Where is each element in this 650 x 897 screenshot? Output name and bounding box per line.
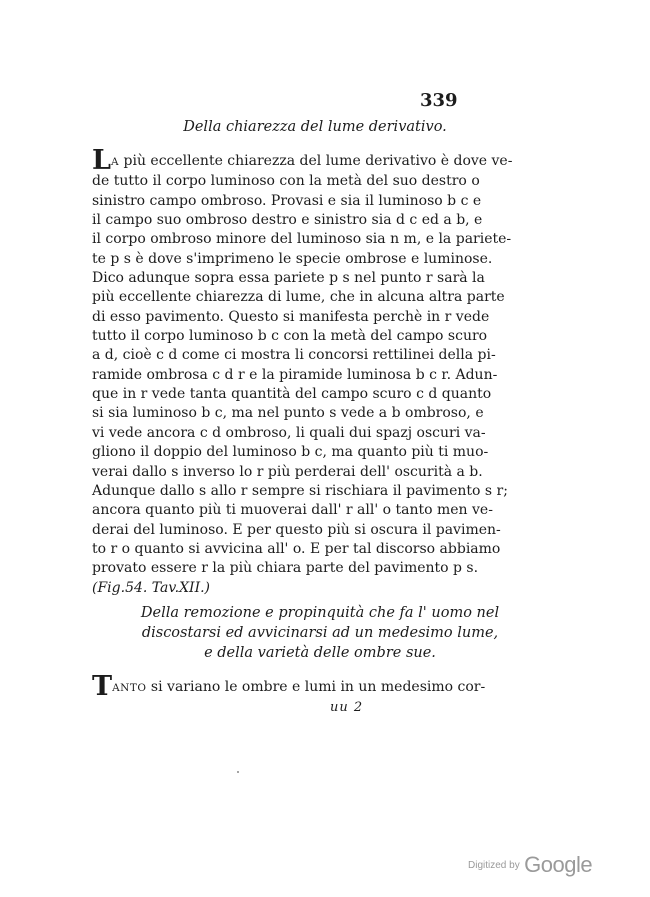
text-line bbox=[92, 145, 513, 176]
page-speck bbox=[237, 771, 239, 773]
text-line: ancora quanto più ti muoverai dall' r all' o tanto men ve- bbox=[92, 502, 493, 519]
body-paragraph-1 bbox=[92, 145, 513, 598]
text-line: Dico adunque sopra essa pariete p s nel punto r sarà la bbox=[92, 270, 485, 287]
text-line bbox=[92, 671, 486, 702]
small-cap: A bbox=[110, 156, 120, 168]
text-line: ramide ombrosa c d r e la piramide luminosa b c r. Adun- bbox=[92, 366, 498, 383]
text-line: il campo suo ombroso destro e sinistro sia d c ed a b, e bbox=[92, 212, 483, 229]
catchword: uu 2 bbox=[330, 700, 364, 715]
text-line: de tutto il corpo luminoso con la metà del suo destro o bbox=[92, 173, 480, 190]
small-cap: ANTO bbox=[112, 682, 147, 694]
digitized-watermark bbox=[468, 852, 592, 878]
text-line: gliono il doppio del luminoso b c, ma quanto più ti muo- bbox=[92, 444, 489, 461]
text-line: tutto il corpo luminoso b c con la metà del campo scuro bbox=[92, 328, 488, 345]
text-line: vi vede ancora c d ombroso, li quali dui spazj oscuri va- bbox=[92, 424, 486, 441]
text-line: verai dallo s inverso lo r più perderai dell' oscurità a b. bbox=[92, 463, 483, 480]
text-line: si sia luminoso b c, ma nel punto s vede a b ombroso, e bbox=[92, 405, 484, 422]
text-line: più eccellente chiarezza di lume, che in alcuna altra parte bbox=[92, 289, 505, 306]
text-line: derai del luminoso. E per questo più si oscura il pavimen- bbox=[92, 521, 501, 538]
section-heading-2 bbox=[40, 603, 600, 663]
text-line: to r o quanto si avvicina all' o. E per tal discorso abbiamo bbox=[92, 540, 501, 557]
section-title: Della chiarezza del lume derivativo. bbox=[183, 119, 447, 135]
text-line: il corpo ombroso minore del luminoso sia n m, e la pariete- bbox=[92, 231, 512, 248]
heading-line: e della varietà delle ombre sue. bbox=[204, 645, 436, 661]
drop-cap: L bbox=[92, 145, 111, 176]
figure-reference: (Fig.54. Tav.XII.) bbox=[92, 579, 211, 596]
text-line: te p s è dove s'imprimeno le specie ombrose e luminose. bbox=[92, 250, 493, 267]
heading-line: Della remozione e propinquità che fa l' uomo nel bbox=[140, 605, 500, 621]
heading-line: discostarsi ed avvicinarsi ad un medesimo lume, bbox=[141, 625, 499, 641]
drop-cap: T bbox=[92, 671, 113, 702]
text-line: Adunque dallo s allo r sempre si rischiara il pavimento s r; bbox=[92, 482, 508, 499]
text-line: di esso pavimento. Questo si manifesta perchè in r vede bbox=[92, 308, 490, 325]
text-line: a d, cioè c d come ci mostra li concorsi rettilinei della pi- bbox=[92, 347, 496, 364]
text-line: provato essere r la più chiara parte del pavimento p s. bbox=[92, 560, 479, 577]
google-logo: Google bbox=[524, 852, 593, 877]
line-text: più eccellente chiarezza del lume derivativo è dove ve- bbox=[119, 153, 513, 169]
line-text: si variano le ombre e lumi in un medesimo cor- bbox=[146, 679, 486, 695]
body-paragraph-2 bbox=[92, 671, 486, 702]
page-number: 339 bbox=[420, 90, 458, 111]
text-line: sinistro campo ombroso. Provasi e sia il luminoso b c e bbox=[92, 192, 482, 209]
text-line: que in r vede tanta quantità del campo scuro c d quanto bbox=[92, 386, 492, 403]
watermark-text: Digitized by bbox=[468, 860, 520, 871]
